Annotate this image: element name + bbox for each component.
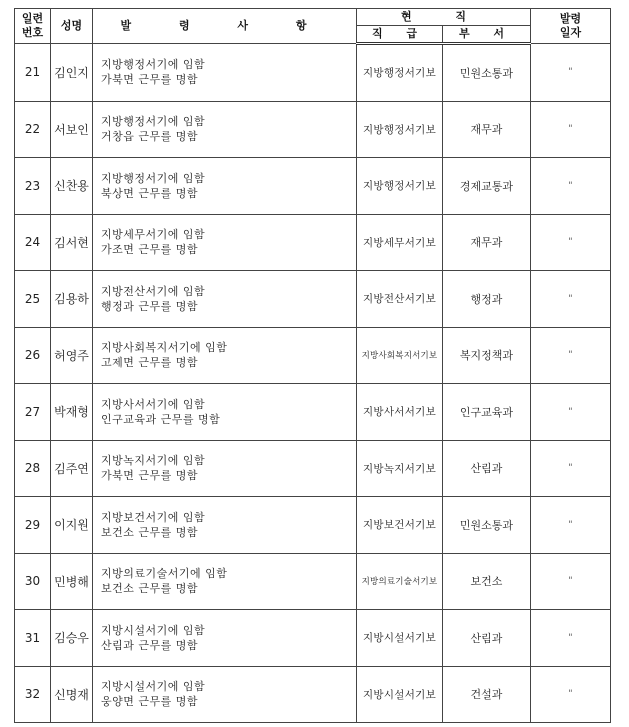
order-line-2: 북상면 근무를 명함 — [101, 186, 199, 200]
appointment-date: " — [531, 440, 611, 497]
current-dept: 경제교통과 — [443, 158, 531, 215]
current-rank: 지방사서서기보 — [357, 384, 443, 441]
table-header — [15, 9, 611, 44]
appointment-date: " — [531, 101, 611, 158]
person-name: 서보인 — [51, 101, 93, 158]
current-rank: 지방행정서기보 — [357, 44, 443, 102]
current-rank: 지방세무서기보 — [357, 214, 443, 271]
serial-number: 30 — [15, 553, 51, 610]
table-row — [15, 440, 611, 497]
header-current-position: 현 직 — [357, 9, 531, 26]
person-name: 김서현 — [51, 214, 93, 271]
serial-number: 22 — [15, 101, 51, 158]
current-rank: 지방시설서기보 — [357, 666, 443, 723]
table-row — [15, 384, 611, 441]
table-body — [15, 44, 611, 723]
appointment-order — [93, 158, 357, 215]
order-line-1: 지방의료기술서기에 임함 — [101, 567, 228, 581]
table-row — [15, 497, 611, 554]
order-line-2: 보건소 근무를 명함 — [101, 582, 199, 596]
header-rank: 직 급 — [357, 26, 443, 44]
table-row — [15, 271, 611, 328]
order-line-2: 산림과 근무를 명함 — [101, 638, 199, 652]
order-line-2: 보건소 근무를 명함 — [101, 525, 199, 539]
appointment-order — [93, 610, 357, 667]
appointment-order — [93, 101, 357, 158]
appointment-date: " — [531, 158, 611, 215]
appointment-order — [93, 44, 357, 102]
order-line-1: 지방세무서기에 임함 — [101, 228, 206, 242]
current-rank: 지방시설서기보 — [357, 610, 443, 667]
current-rank: 지방사회복지서기보 — [357, 327, 443, 384]
appointment-date: " — [531, 327, 611, 384]
serial-number: 24 — [15, 214, 51, 271]
appointment-order — [93, 214, 357, 271]
table-row — [15, 101, 611, 158]
serial-number: 29 — [15, 497, 51, 554]
current-dept: 재무과 — [443, 101, 531, 158]
serial-number: 32 — [15, 666, 51, 723]
order-line-1: 지방사회복지서기에 임함 — [101, 341, 228, 355]
serial-number: 21 — [15, 44, 51, 102]
order-line-2: 가조면 근무를 명함 — [101, 243, 199, 257]
appointment-order — [93, 666, 357, 723]
current-dept: 복지정책과 — [443, 327, 531, 384]
person-name: 민병해 — [51, 553, 93, 610]
person-name: 김승우 — [51, 610, 93, 667]
header-dept: 부 서 — [443, 26, 531, 44]
table-row — [15, 44, 611, 102]
serial-number: 27 — [15, 384, 51, 441]
current-dept: 건설과 — [443, 666, 531, 723]
order-line-2: 가북면 근무를 명함 — [101, 73, 199, 87]
appointment-order — [93, 440, 357, 497]
appointment-order — [93, 497, 357, 554]
current-dept: 산림과 — [443, 440, 531, 497]
person-name: 허영주 — [51, 327, 93, 384]
order-line-1: 지방시설서기에 임함 — [101, 680, 206, 694]
current-dept: 인구교육과 — [443, 384, 531, 441]
appointment-order — [93, 271, 357, 328]
current-rank: 지방행정서기보 — [357, 101, 443, 158]
person-name: 이지원 — [51, 497, 93, 554]
appointment-table — [14, 8, 611, 723]
serial-number: 26 — [15, 327, 51, 384]
order-line-2: 거창읍 근무를 명함 — [101, 130, 199, 144]
header-name: 성명 — [51, 9, 93, 44]
table-row — [15, 327, 611, 384]
person-name: 신찬용 — [51, 158, 93, 215]
header-order: 발 령 사 항 — [93, 9, 357, 44]
order-line-2: 고제면 근무를 명함 — [101, 356, 199, 370]
order-line-1: 지방시설서기에 임함 — [101, 623, 206, 637]
appointment-table-wrapper — [14, 8, 611, 723]
serial-number: 25 — [15, 271, 51, 328]
current-dept: 산림과 — [443, 610, 531, 667]
order-line-1: 지방행정서기에 임함 — [101, 115, 206, 129]
order-line-2: 행정과 근무를 명함 — [101, 299, 199, 313]
table-row — [15, 553, 611, 610]
current-dept: 민원소통과 — [443, 44, 531, 102]
person-name: 김주연 — [51, 440, 93, 497]
table-row — [15, 214, 611, 271]
header-serial: 일련 번호 — [15, 9, 51, 44]
person-name: 박재형 — [51, 384, 93, 441]
current-rank: 지방의료기술서기보 — [357, 553, 443, 610]
order-line-1: 지방보건서기에 임함 — [101, 510, 206, 524]
appointment-date: " — [531, 497, 611, 554]
person-name: 신명재 — [51, 666, 93, 723]
person-name: 김용하 — [51, 271, 93, 328]
current-rank: 지방보건서기보 — [357, 497, 443, 554]
appointment-date: " — [531, 384, 611, 441]
order-line-1: 지방행정서기에 임함 — [101, 58, 206, 72]
appointment-order — [93, 553, 357, 610]
appointment-date: " — [531, 214, 611, 271]
appointment-date: " — [531, 610, 611, 667]
order-line-2: 인구교육과 근무를 명함 — [101, 412, 221, 426]
appointment-date: " — [531, 553, 611, 610]
appointment-date: " — [531, 44, 611, 102]
order-line-1: 지방전산서기에 임함 — [101, 284, 206, 298]
order-line-1: 지방녹지서기에 임함 — [101, 454, 206, 468]
table-row — [15, 158, 611, 215]
serial-number: 28 — [15, 440, 51, 497]
current-rank: 지방전산서기보 — [357, 271, 443, 328]
current-rank: 지방행정서기보 — [357, 158, 443, 215]
appointment-order — [93, 327, 357, 384]
order-line-1: 지방사서서기에 임함 — [101, 397, 206, 411]
current-dept: 재무과 — [443, 214, 531, 271]
current-dept: 보건소 — [443, 553, 531, 610]
order-line-2: 웅양면 근무를 명함 — [101, 695, 199, 709]
table-row — [15, 666, 611, 723]
current-dept: 민원소통과 — [443, 497, 531, 554]
person-name: 김인지 — [51, 44, 93, 102]
current-rank: 지방녹지서기보 — [357, 440, 443, 497]
order-line-1: 지방행정서기에 임함 — [101, 171, 206, 185]
current-dept: 행정과 — [443, 271, 531, 328]
table-row — [15, 610, 611, 667]
serial-number: 31 — [15, 610, 51, 667]
appointment-date: " — [531, 271, 611, 328]
appointment-order — [93, 384, 357, 441]
appointment-date: " — [531, 666, 611, 723]
header-date: 발령 일자 — [531, 9, 611, 44]
order-line-2: 가북면 근무를 명함 — [101, 469, 199, 483]
serial-number: 23 — [15, 158, 51, 215]
